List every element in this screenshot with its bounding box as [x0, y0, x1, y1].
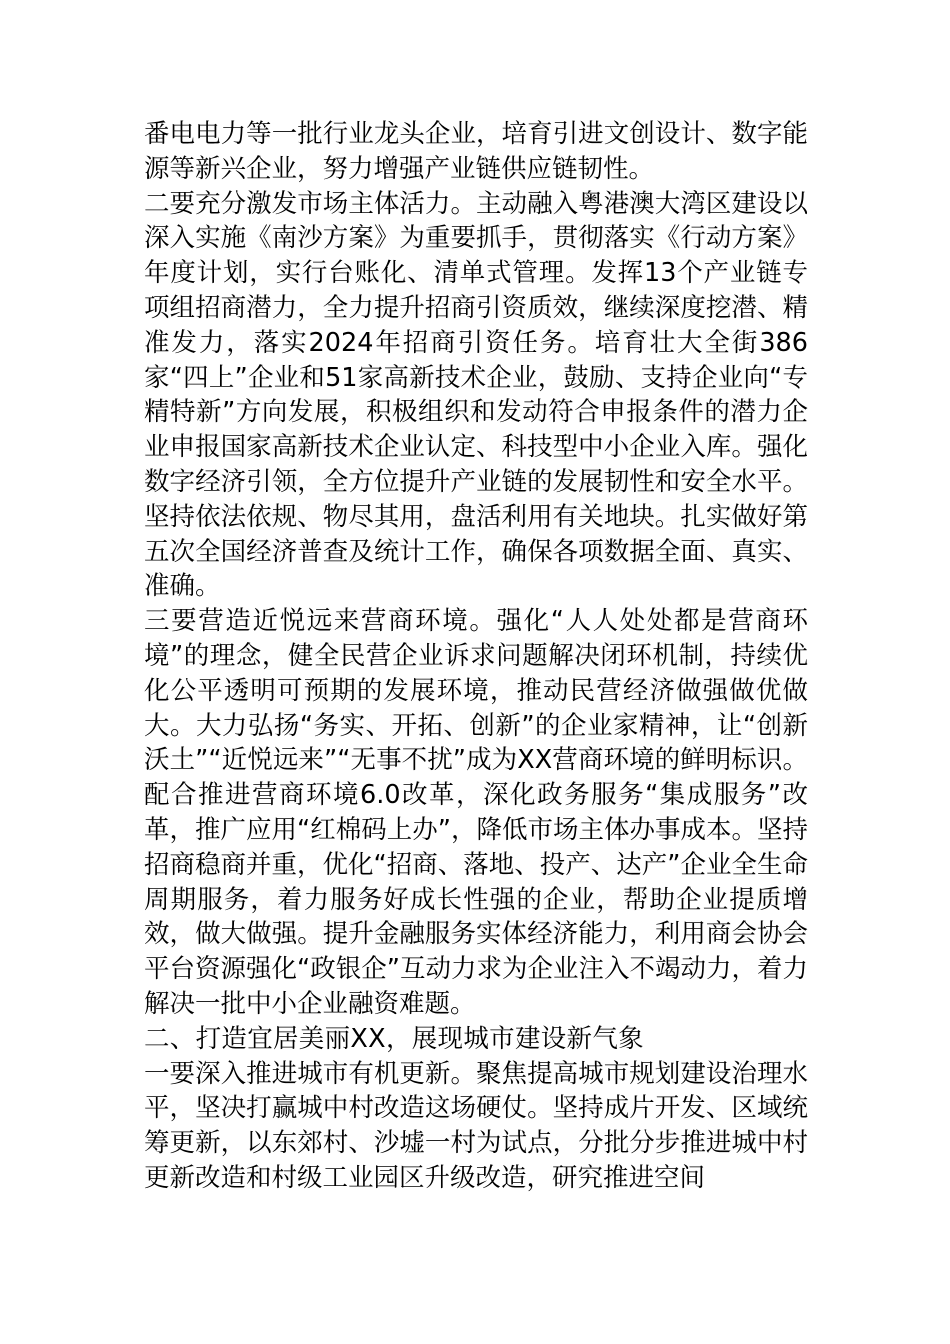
document-body: [144, 117, 808, 1196]
paragraph-urban-renewal: 一要深入推进城市有机更新。聚焦提高城市规划建设治理水平，坚决打赢城中村改造这场硬仗。坚持成片开发、区域统筹更新，以东郊村、沙墟一村为试点，分批分步推进城中村更新改造和村级工业园区升级改造，研究推进空间: [144, 1058, 808, 1193]
paragraph-continued: 番电电力等一批行业龙头企业，培育引进文创设计、数字能源等新兴企业，努力增强产业链供应链韧性。: [144, 119, 808, 184]
paragraph-business-environment: 三要营造近悦远来营商环境。强化“人人处处都是营商环境”的理念，健全民营企业诉求问题解决闭环机制，持续优化公平透明可预期的发展环境，推动民营经济做强做优做大。大力弘扬“务实、开拓、创新”的企业家精神，让“创新沃土”“近悦远来”“无事不扰”成为XX营商环境的鲜明标识。配合推进营商环境6.0改革，深化政务服务“集成服务”改革，推广应用“红棉码上办”，降低市场主体办事成本。坚持招商稳商并重，优化“招商、落地、投产、达产”企业全生命周期服务，着力服务好成长性强的企业，帮助企业提质增效，做大做强。提升金融服务实体经济能力，利用商会协会平台资源强化“政银企”互动力求为企业注入不竭动力，着力解决一批中小企业融资难题。: [144, 606, 808, 1019]
paragraph-market-vitality: 二要充分激发市场主体活力。主动融入粤港澳大湾区建设以深入实施《南沙方案》为重要抓手，贯彻落实《行动方案》年度计划，实行台账化、清单式管理。发挥13个产业链专项组招商潜力，全力提升招商引资质效，继续深度挖潜、精准发力，落实2024年招商引资任务。培育壮大全街386家“四上”企业和51家高新技术企业，鼓励、支持企业向“专精特新”方向发展，积极组织和发动符合申报条件的潜力企业申报国家高新技术企业认定、科技型中小企业入库。强化数字经济引领，全方位提升产业链的发展韧性和安全水平。坚持依法依规、物尽其用，盘活利用有关地块。扎实做好第五次全国经济普查及统计工作，确保各项数据全面、真实、准确。: [144, 188, 808, 602]
section-heading: 二、打造宜居美丽XX，展现城市建设新气象: [144, 1023, 644, 1054]
